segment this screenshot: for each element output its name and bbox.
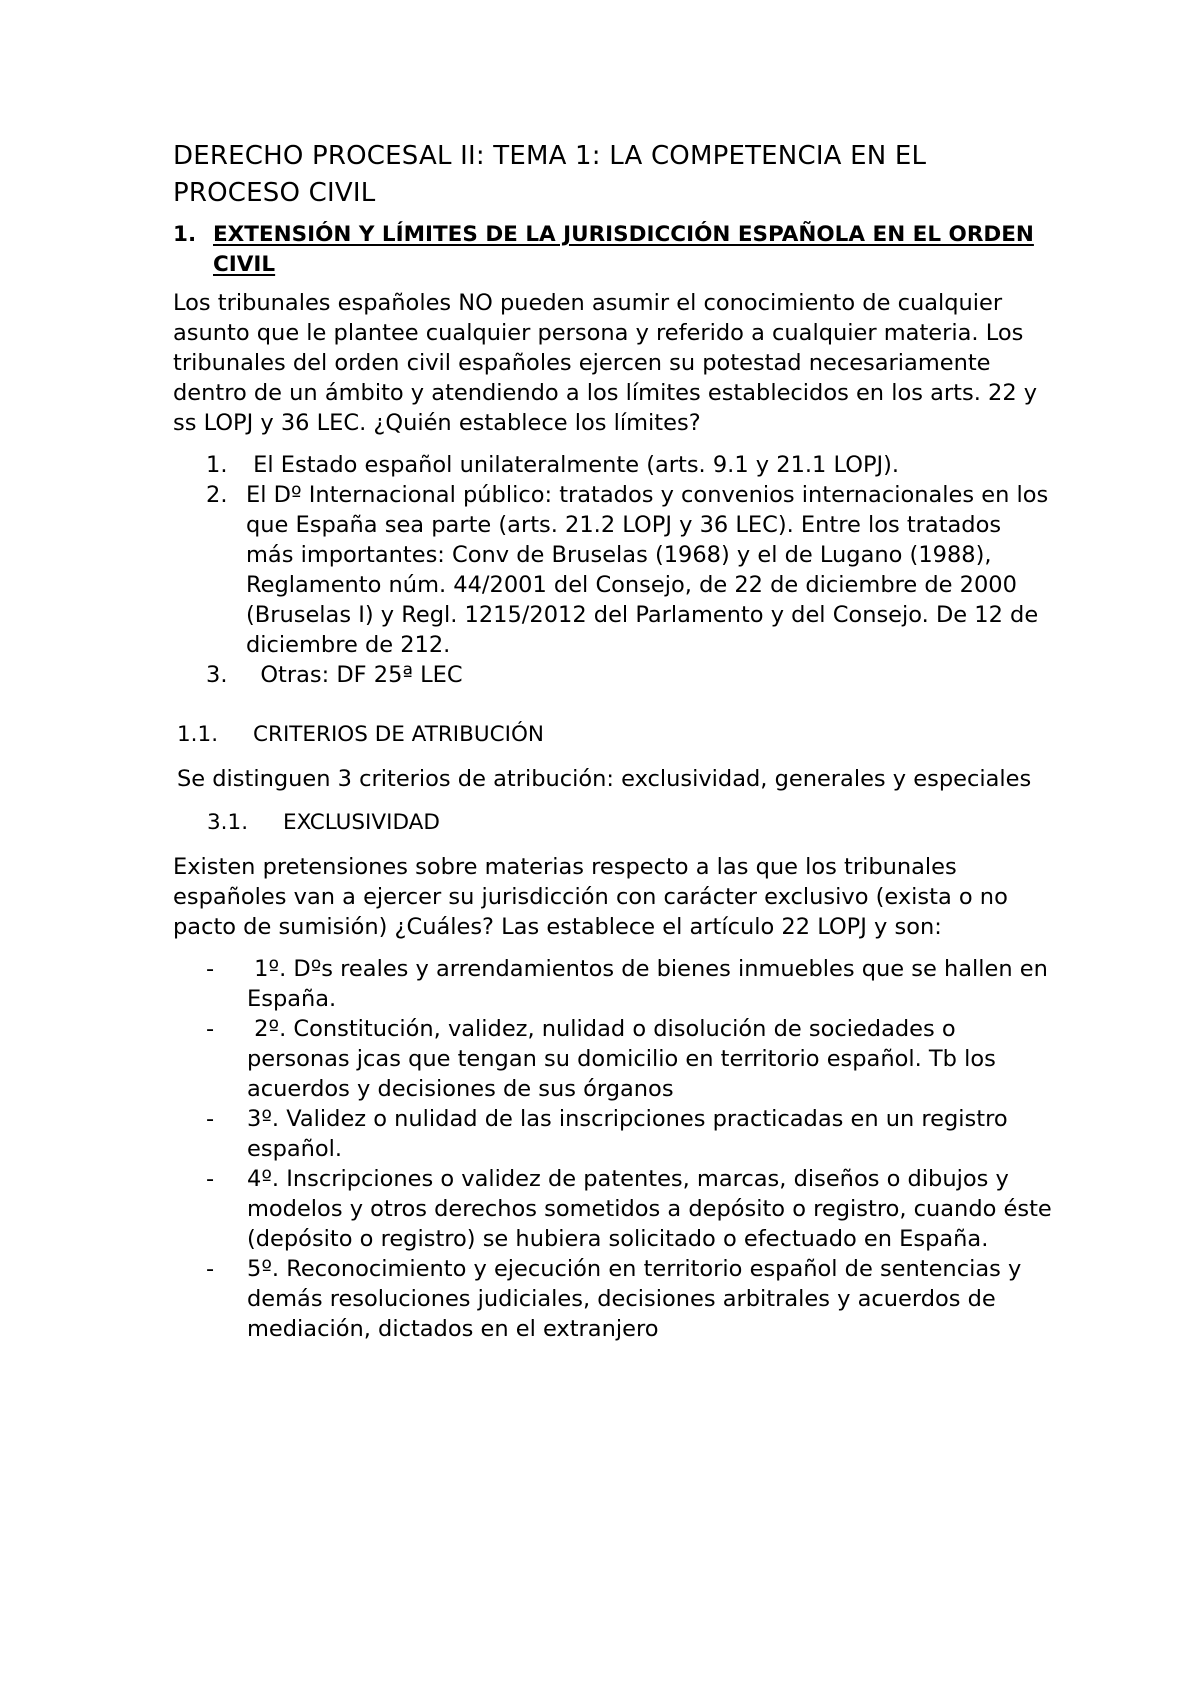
subsection-3-1-heading [207, 808, 1053, 838]
dash-marker: - [206, 1106, 215, 1132]
subsection-1-1-heading [177, 720, 1053, 750]
section-1-intro: Los tribunales españoles NO pueden asumir el conocimiento de cualquier asunto que le plantee cualquier persona y referido a cualquier materia. Los tribunales del orden civil españoles ejercen su potestad necesariamente dentro de un ámbito y atendiendo a los límites establecidos en los arts. 22 y ss LOPJ y 36 LEC. ¿Quién establece los límites? [173, 290, 1038, 436]
document-page [173, 138, 1056, 1344]
subsection-1-1-text: Se distinguen 3 criterios de atribución: exclusividad, generales y especiales [177, 766, 1032, 792]
list-marker: 2. [206, 482, 228, 508]
list-item-text: 5º. Reconocimiento y ejecución en territorio español de sentencias y demás resoluciones judiciales, decisiones arbitrales y acuerdos de mediación, dictados en el extranjero [247, 1256, 1022, 1342]
dash-marker: - [206, 1016, 215, 1042]
dash-marker: - [206, 1256, 215, 1282]
subsection-3-1-title: EXCLUSIVIDAD [283, 810, 440, 835]
exclusivity-list [173, 954, 1056, 1344]
list-item [173, 1104, 1053, 1164]
list-item-text: El Estado español unilateralmente (arts. 9.1 y 21.1 LOPJ). [246, 452, 900, 478]
subsection-1-1-title: CRITERIOS DE ATRIBUCIÓN [253, 722, 544, 747]
subsection-1-1-number: 1.1. [177, 722, 219, 747]
document-title: DERECHO PROCESAL II: TEMA 1: LA COMPETENCIA EN EL PROCESO CIVIL [173, 141, 927, 208]
section-1-heading [173, 220, 1053, 280]
list-marker: 3. [206, 662, 228, 688]
list-item [173, 450, 1053, 480]
section-1-number: 1. [173, 222, 197, 247]
list-item [173, 1014, 1053, 1104]
list-item-text: El Dº Internacional público: tratados y convenios internacionales en los que España sea parte (arts. 21.2 LOPJ y 36 LEC). Entre los tratados más importantes: Conv de Bruselas (1968) y el de Lugano (1988), Reglamento núm. 44/2001 del Consejo, de 22 de diciembre de 2000 (Bruselas I) y Regl. 1215/2012 del Parlamento y del Consejo. De 12 de diciembre de 212. [246, 482, 1049, 658]
list-item [173, 1254, 1053, 1344]
limits-list [173, 450, 1053, 690]
section-1-title: EXTENSIÓN Y LÍMITES DE LA JURISDICCIÓN ESPAÑOLA EN EL ORDEN CIVIL [213, 222, 1034, 277]
subsection-3-1-number: 3.1. [207, 810, 249, 835]
list-item-text: 1º. Dºs reales y arrendamientos de bienes inmuebles que se hallen en España. [247, 956, 1056, 1012]
dash-marker: - [206, 1166, 215, 1192]
list-item [173, 660, 1053, 690]
subsection-3-1-text: Existen pretensiones sobre materias respecto a las que los tribunales españoles van a ejercer su jurisdicción con carácter exclusivo (exista o no pacto de sumisión) ¿Cuáles? Las establece el artículo 22 LOPJ y son: [173, 854, 1008, 940]
list-item [173, 954, 1056, 1014]
list-item-text: Otras: DF 25ª LEC [246, 662, 463, 688]
list-item-text: 4º. Inscripciones o validez de patentes, marcas, diseños o dibujos y modelos y otros derechos sometidos a depósito o registro, cuando éste (depósito o registro) se hubiera solicitado o efectuado en España. [247, 1166, 1052, 1252]
dash-marker: - [206, 956, 215, 982]
list-item-text: 3º. Validez o nulidad de las inscripciones practicadas en un registro español. [247, 1106, 1008, 1162]
list-item [173, 1164, 1053, 1254]
list-item-text: 2º. Constitución, validez, nulidad o disolución de sociedades o personas jcas que tengan su domicilio en territorio español. Tb los acuerdos y decisiones de sus órganos [247, 1016, 1003, 1102]
list-item [173, 480, 1053, 660]
list-marker: 1. [206, 452, 228, 478]
